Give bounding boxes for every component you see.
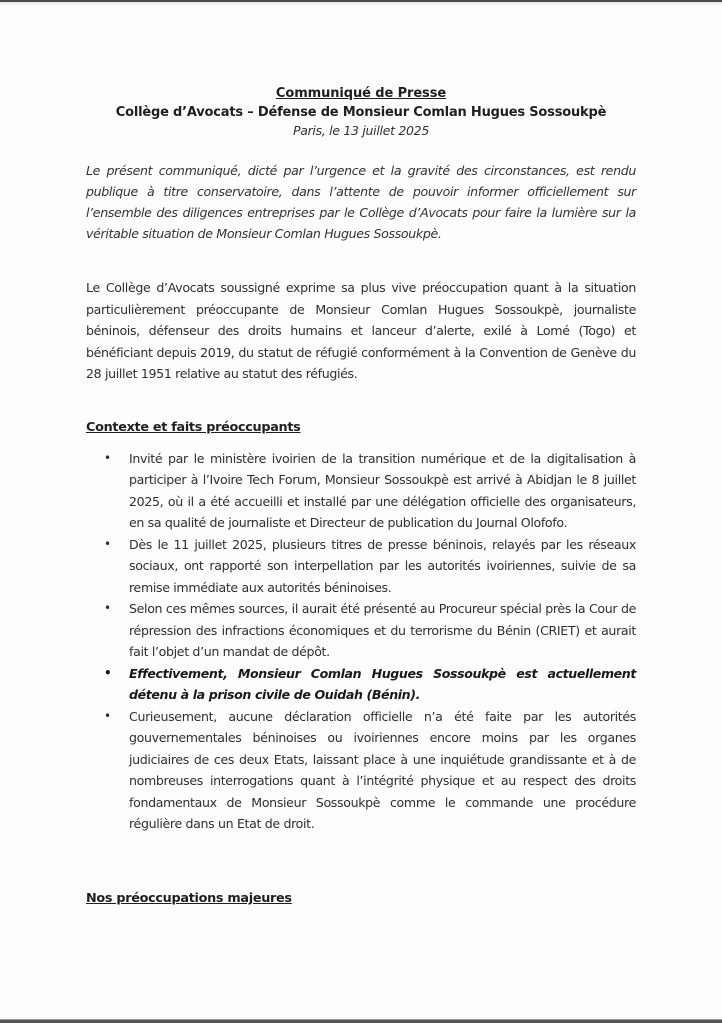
list-item [86, 534, 636, 599]
top-page-shadow [0, 2, 722, 6]
list-item [86, 706, 636, 835]
document-header [86, 84, 636, 140]
section-heading-concerns: Nos préoccupations majeures [86, 891, 292, 906]
list-item-emphasized [86, 663, 636, 706]
list-item-text: Invité par le ministère ivoirien de la transition numérique et de la digitalisation à participer à l’Ivoire Tech Forum, Monsieur Sossoukpè est arrivé à Abidjan le 8 juillet 2025, où il a été accueilli et installé par une délégation officielle des organisateurs, en sa qualité de journaliste et Directeur de publication du Journal Olofofo. [129, 450, 636, 530]
section-heading-context: Contexte et faits préoccupants [86, 419, 301, 435]
document-date: Paris, le 13 juillet 2025 [293, 123, 429, 138]
list-item [86, 598, 636, 663]
main-paragraph: Le Collège d’Avocats soussigné exprime sa plus vive préoccupation quant à la situation particulièrement préoccupante de Monsieur Comlan Hugues Sossoukpè, journaliste béninois, défenseur des droits humains et lanceur d’alerte, exilé à Lomé (Togo) et bénéficiant depuis 2019, du statut de réfugié conformément à la Convention de Genève du 28 juillet 1951 relative au statut des réfugiés. [86, 280, 636, 381]
list-item-text: Curieusement, aucune déclaration officielle n’a été faite par les autorités gouvernementales béninoises ou ivoiriennes encore moins par les organes judiciaires de ces deux Etats, laissant place à une inquiétude grandissante et à de nombreuses interrogations quant à l’intégrité physique et au respect des droits fondamentaux de Monsieur Sossoukpè comme le commande une procédure régulière dans un Etat de droit. [129, 708, 636, 831]
bullet-icon: • [104, 450, 111, 465]
bottom-page-border [0, 1019, 722, 1023]
bullet-icon: • [104, 708, 111, 723]
document-subtitle: Collège d’Avocats – Défense de Monsieur Comlan Hugues Sossoukpè [115, 105, 607, 120]
list-item-text: Selon ces mêmes sources, il aurait été présenté au Procureur spécial près la Cour de répression des infractions économiques et du terrorisme du Bénin (CRIET) et aurait fait l’objet d’un mandat de dépôt. [129, 601, 636, 659]
list-item [86, 448, 636, 534]
document-title: Communiqué de Presse [275, 86, 447, 101]
intro-paragraph: Le présent communiqué, dicté par l’urgence et la gravité des circonstances, est rendu publique à titre conservatoire, dans l’attente de pouvoir informer officiellement sur l’ensemble des diligences entreprises par le Collège d’Avocats pour faire la lumière sur la véritable situation de Monsieur Comlan Hugues Sossoukpè. [86, 163, 636, 241]
bullet-icon: • [104, 536, 111, 551]
context-bullet-list [86, 448, 636, 835]
document-page [86, 84, 636, 906]
bullet-icon: • [104, 665, 112, 680]
list-item-text: Dès le 11 juillet 2025, plusieurs titres de presse béninois, relayés par les réseaux sociaux, ont rapporté son interpellation par les autorités ivoiriennes, suivie de sa remise immédiate aux autorités béninoises. [129, 536, 636, 595]
bullet-icon: • [104, 601, 111, 615]
list-item-text: Effectivement, Monsieur Comlan Hugues Sossoukpè est actuellement détenu à la prison civile de Ouidah (Bénin). [129, 665, 636, 702]
